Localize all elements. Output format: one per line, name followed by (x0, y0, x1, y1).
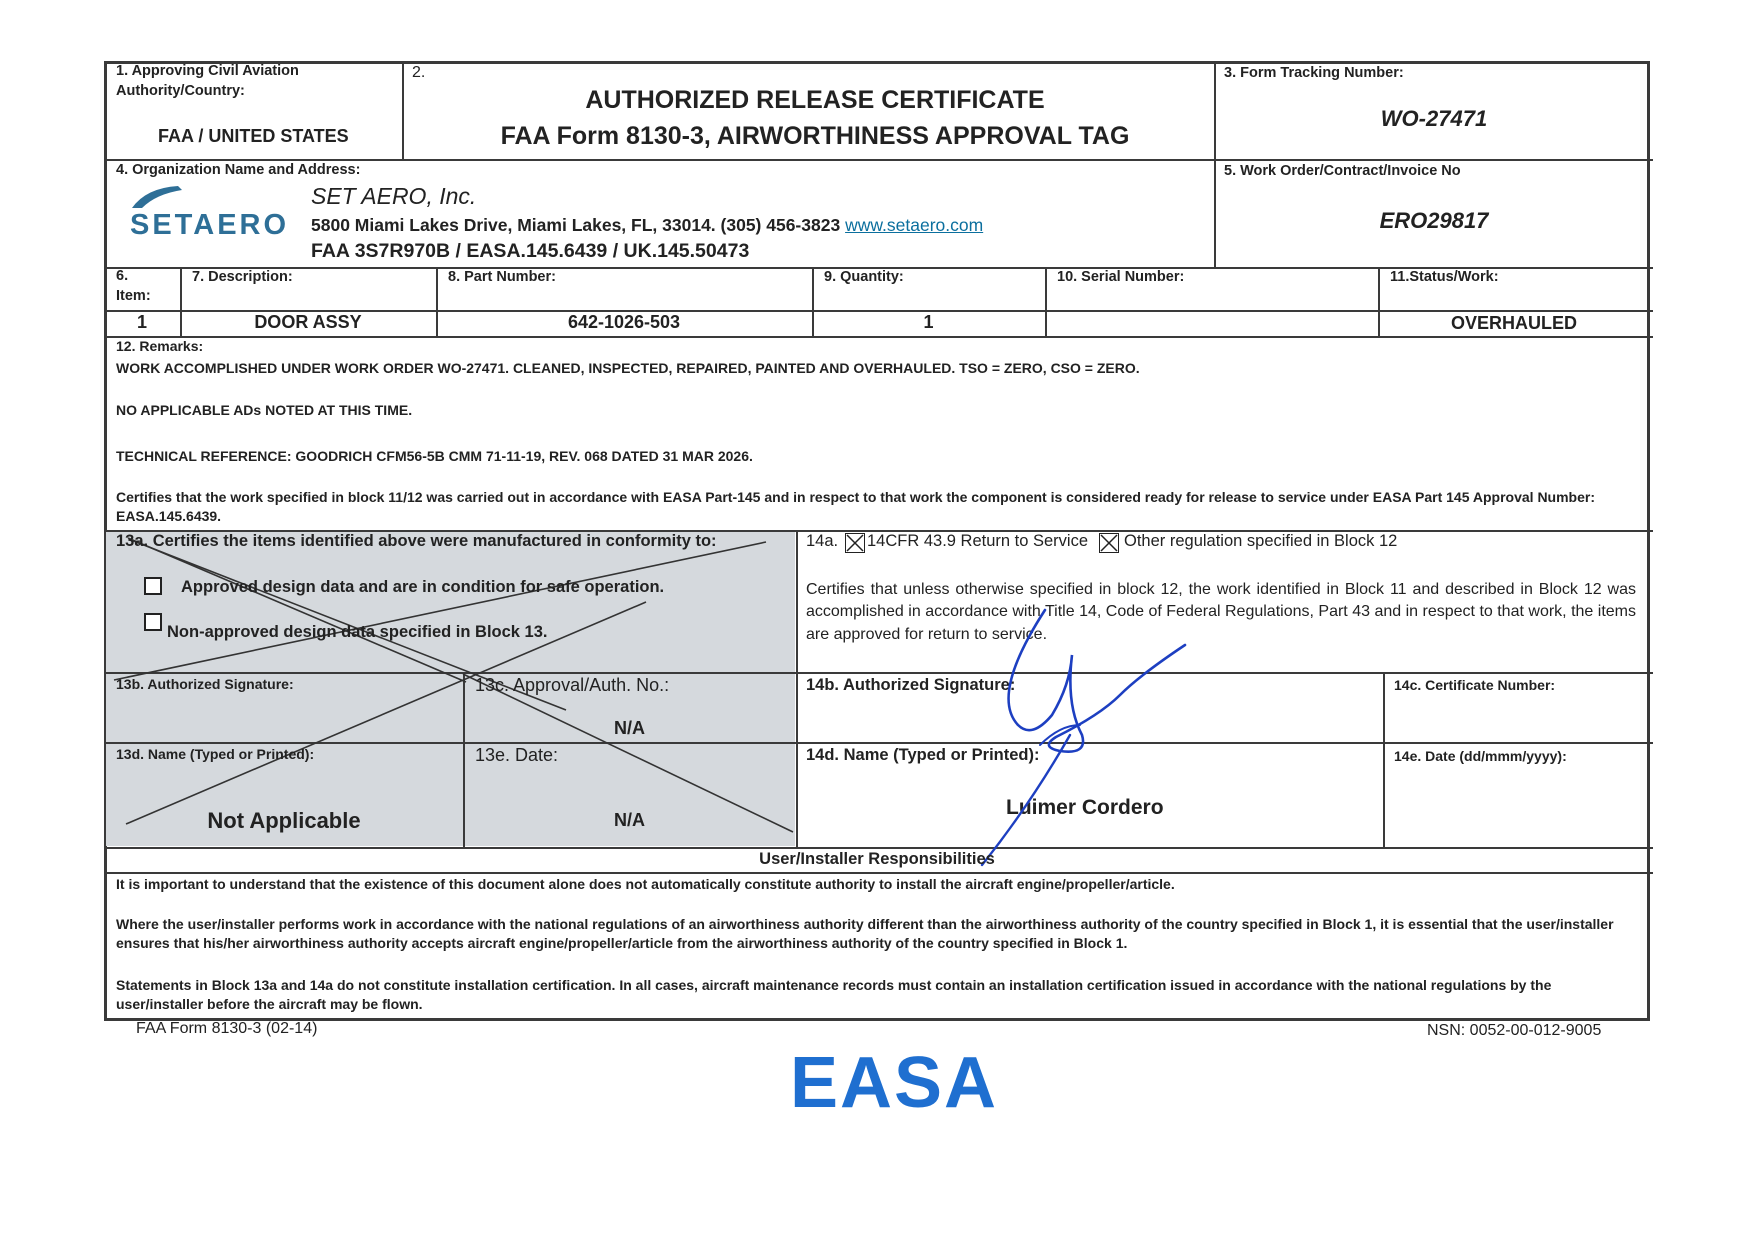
block14e-label: 14e. Date (dd/mmm/yyyy): (1394, 748, 1567, 764)
block14c-label: 14c. Certificate Number: (1394, 677, 1556, 693)
remarks-line-2: NO APPLICABLE ADs NOTED AT THIS TIME. (116, 402, 413, 418)
block13e-date: N/A (614, 810, 645, 830)
form-tracking-number: WO-27471 (1380, 106, 1488, 131)
return-to-service-checkbox[interactable] (845, 533, 865, 553)
item-description: DOOR ASSY (254, 312, 362, 332)
approved-design-option: Approved design data and are in condition for safe operation. (181, 578, 665, 596)
description-header: 7. Description: (192, 269, 293, 285)
form-title: FAA Form 8130-3, AIRWORTHINESS APPROVAL TAG (500, 122, 1130, 150)
block13c-label: 13c. Approval/Auth. No.: (475, 675, 670, 695)
block14a-certification-text: Certifies that unless otherwise specified in block 12, the work identified in Block 11 and described in Block 12 was accomplished in accordance with Title 14, Code of Federal Regulations, Part 43 and in respect to that work, the items are approved for return to service. (806, 581, 1636, 643)
remarks-line-1: WORK ACCOMPLISHED UNDER WORK ORDER WO-27471. CLEANED, INSPECTED, REPAIRED, PAINTED AND OVERHAULED. TSO = ZERO, CSO = ZERO. (116, 360, 1140, 376)
easa-stamp: EASA (790, 1043, 999, 1123)
quantity-header: 9. Quantity: (824, 269, 904, 285)
other-regulation-checkbox[interactable] (1099, 533, 1119, 553)
user-installer-paragraph-2: Where the user/installer performs work in accordance with the national regulations of an airworthiness authority different than the airworthiness authority of the country specified in Block 1, it is essential that the user/installer ensures that his/her airworthiness authority accepts aircraft engine/propeller/article from the airworthiness authority of the country specified in Block 1. (116, 916, 1614, 951)
block2-label: 2. (412, 64, 426, 81)
approved-design-checkbox[interactable] (144, 577, 162, 595)
user-installer-paragraph-1: It is important to understand that the existence of this document alone does not automatically constitute authority to install the aircraft engine/propeller/article. (116, 876, 1175, 892)
block13d-name: Not Applicable (207, 808, 361, 833)
setaero-logo-text: SETAERO (130, 209, 290, 241)
checked-x-icon (846, 534, 864, 552)
quantity: 1 (923, 312, 934, 332)
block14a-label: 14a. (806, 532, 839, 550)
status-work-header: 11.Status/Work: (1390, 269, 1499, 285)
block14d-name: Luimer Cordero (1006, 796, 1164, 819)
website-link[interactable]: www.setaero.com (845, 215, 984, 235)
authorized-signature (970, 575, 1190, 875)
block13e-label: 13e. Date: (475, 745, 559, 765)
block14d-label: 14d. Name (Typed or Printed): (806, 746, 1040, 764)
user-installer-paragraph-3: Statements in Block 13a and 14a do not constitute installation certification. In all cases, aircraft maintenance records must contain an installation certification issued in accordance with the national regulations by the user/installer before the aircraft may be flown. (116, 977, 1552, 1012)
checked-x-icon (1100, 534, 1118, 552)
item-number: 1 (136, 312, 147, 332)
non-approved-design-option: Non-approved design data specified in Block 13. (167, 623, 548, 641)
organization-approvals: FAA 3S7R970B / EASA.145.6439 / UK.145.50473 (311, 240, 750, 262)
part-number: 642-1026-503 (567, 312, 681, 332)
block3-label: 3. Form Tracking Number: (1224, 65, 1404, 81)
organization-name: SET AERO, Inc. (311, 183, 477, 209)
non-approved-design-checkbox[interactable] (144, 613, 162, 631)
nsn-number: NSN: 0052-00-012-9005 (1427, 1022, 1602, 1039)
serial-number-header: 10. Serial Number: (1057, 269, 1185, 285)
form-version: FAA Form 8130-3 (02-14) (136, 1020, 318, 1037)
authority-country: FAA / UNITED STATES (158, 126, 349, 146)
block14b-label: 14b. Authorized Signature: (806, 676, 1016, 694)
address-text: 5800 Miami Lakes Drive, Miami Lakes, FL, 33014. (305) 456-3823 (311, 215, 841, 235)
setaero-logo-wing-icon (128, 184, 184, 210)
block13d-label: 13d. Name (Typed or Printed): (116, 746, 315, 762)
block4-label: 4. Organization Name and Address: (116, 162, 361, 178)
approval-auth-number: N/A (614, 718, 645, 738)
work-order-number: ERO29817 (1379, 208, 1489, 233)
certificate-title: AUTHORIZED RELEASE CERTIFICATE (585, 86, 1045, 114)
return-to-service-option: 14CFR 43.9 Return to Service (867, 532, 1089, 550)
remarks-line-4: Certifies that the work specified in block 11/12 was carried out in accordance with EASA Part-145 and in respect to that work the component is considered ready for release to service under EASA Part 145 Approval Number: EASA.145.6439. (116, 489, 1595, 524)
user-installer-title: User/Installer Responsibilities (759, 850, 995, 868)
status-work: OVERHAULED (1450, 313, 1577, 333)
block13b-label: 13b. Authorized Signature: (116, 676, 294, 692)
remarks-line-3: TECHNICAL REFERENCE: GOODRICH CFM56-5B CMM 71-11-19, REV. 068 DATED 31 MAR 2026. (116, 448, 753, 464)
block5-label: 5. Work Order/Contract/Invoice No (1224, 163, 1461, 179)
item-header: 6. Item: (116, 268, 151, 304)
organization-address (311, 215, 983, 236)
remarks-label: 12. Remarks: (116, 338, 204, 354)
part-number-header: 8. Part Number: (448, 269, 556, 285)
other-regulation-option: Other regulation specified in Block 12 (1124, 532, 1398, 550)
block1-label: 1. Approving Civil Aviation Authority/Country: (116, 63, 299, 99)
block13a-label: 13a. Certifies the items identified above were manufactured in conformity to: (116, 532, 717, 550)
